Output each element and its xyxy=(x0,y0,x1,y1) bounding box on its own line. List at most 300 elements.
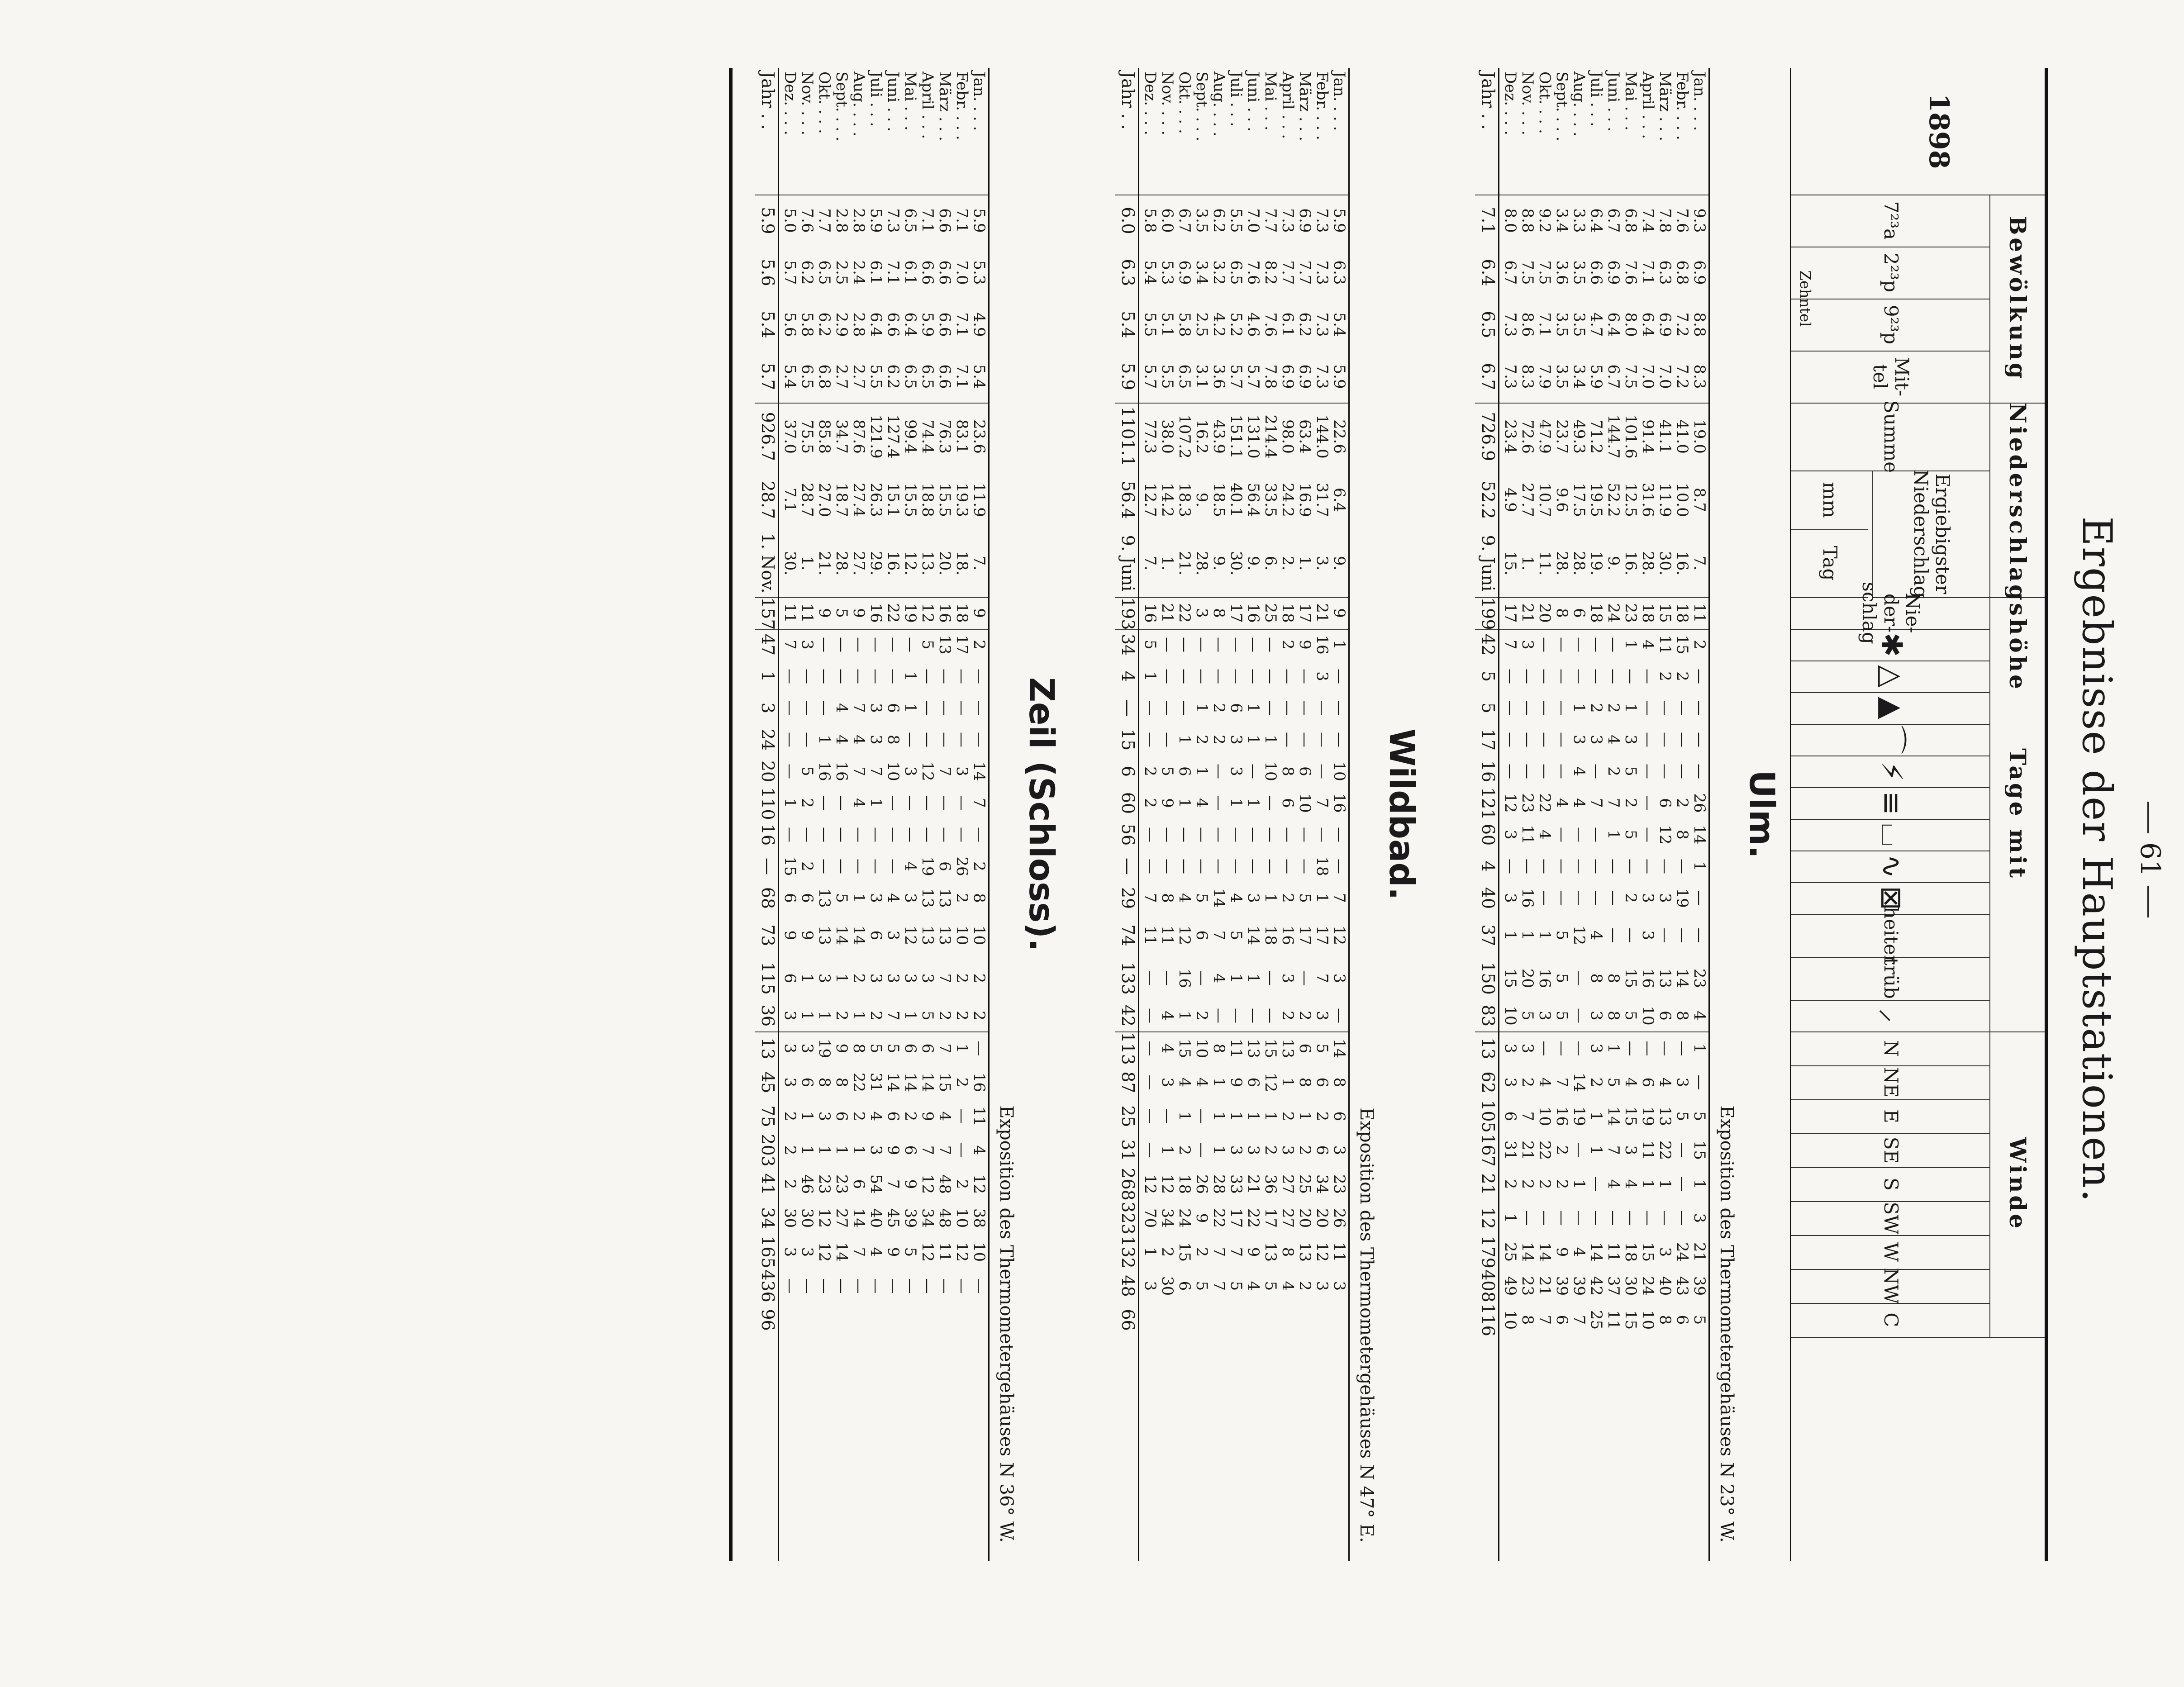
table-cell: 8 xyxy=(1210,1043,1228,1054)
table-cell: 40 xyxy=(1478,887,1498,909)
table-cell: — xyxy=(1261,827,1280,842)
table-cell: 5.9 xyxy=(918,312,937,337)
month-label: Dez. . . . xyxy=(1141,71,1159,135)
page-number xyxy=(2134,769,2166,950)
table-cell: 5.4 xyxy=(1330,312,1348,337)
table-cell: — xyxy=(1330,732,1348,747)
table-cell: 21 xyxy=(1518,1140,1537,1160)
table-cell: 23 xyxy=(1518,793,1537,813)
table-cell: — xyxy=(1570,1008,1588,1023)
table-cell: 2 xyxy=(953,1179,971,1189)
table-cell: 20 xyxy=(1536,603,1554,623)
table-cell: 17 xyxy=(1478,728,1498,751)
table-cell: — xyxy=(815,700,833,716)
table-cell: 6.3 xyxy=(1330,260,1348,285)
bew-col-3-text: Mit-tel xyxy=(1869,356,1913,397)
table-cell: 16. xyxy=(884,551,902,576)
table-cell: 157 xyxy=(758,597,778,630)
table-cell: 6. xyxy=(1261,556,1280,571)
month-label: Okt. . . . xyxy=(815,71,833,134)
table-cell: — xyxy=(1553,890,1571,906)
month-label: Juni . . . xyxy=(1604,71,1623,132)
table-cell: 91.4 xyxy=(1639,419,1657,454)
table-cell: 7 xyxy=(1587,798,1605,808)
table-cell: 12 xyxy=(1313,1242,1331,1262)
month-label: Febr. . . . xyxy=(1673,71,1691,140)
table-cell: — xyxy=(1587,669,1605,684)
table-cell: 17 xyxy=(1501,603,1519,623)
table-cell: 2 xyxy=(1261,1145,1280,1155)
table-cell: 2 xyxy=(1296,1281,1314,1291)
table-cell: 6 xyxy=(1279,798,1297,808)
month-label: Okt. . . . xyxy=(1175,71,1194,134)
table-cell: 6.5 xyxy=(901,208,919,233)
table-cell: 4 xyxy=(1604,735,1623,745)
table-cell: 23 xyxy=(1330,1174,1348,1194)
table-cell: 5.5 xyxy=(867,364,885,389)
table-cell: — xyxy=(850,1278,868,1294)
table-cell: — xyxy=(815,859,833,874)
table-cell: 2 xyxy=(850,973,868,984)
table-cell: 2 xyxy=(1279,640,1297,650)
table-cell: — xyxy=(1518,1210,1537,1226)
table-cell: 11.9 xyxy=(970,483,988,517)
table-cell: 11 xyxy=(1518,825,1537,845)
table-cell: 7.6 xyxy=(1244,260,1262,285)
month-label: Dez. . . . xyxy=(781,71,799,135)
table-cell: — xyxy=(1141,1142,1159,1158)
table-cell: — xyxy=(1501,669,1519,684)
table-cell: 15. xyxy=(1501,551,1519,576)
tage-col-11 xyxy=(1791,957,1990,1001)
table-cell: — xyxy=(918,795,937,811)
table-row xyxy=(919,68,937,1561)
table-cell: — xyxy=(1296,732,1314,747)
table-cell: 31.7 xyxy=(1313,483,1331,517)
tage-col-12-text: ⸝ xyxy=(1874,1008,1908,1023)
station-name: Ulm. xyxy=(1742,770,1782,859)
table-cell: 5 xyxy=(1690,1111,1708,1121)
table-cell: 203 xyxy=(758,1134,778,1167)
table-cell: 87 xyxy=(1118,1071,1138,1093)
table-cell: 6.5 xyxy=(1227,260,1245,285)
table-cell: 6 xyxy=(850,1179,868,1189)
table-cell: 6.7 xyxy=(1478,363,1498,390)
table-cell: 4 xyxy=(1587,930,1605,941)
table-cell: 3 xyxy=(901,766,919,776)
table-cell: 16. xyxy=(1622,551,1640,576)
table-cell: 3 xyxy=(1244,893,1262,903)
table-cell: 14 xyxy=(901,1072,919,1093)
table-cell: 1 xyxy=(1296,1111,1314,1121)
table-cell: 16 xyxy=(1279,925,1297,946)
month-label: März . . . xyxy=(936,71,954,142)
table-cell: — xyxy=(1141,1074,1159,1090)
table-cell: 16 xyxy=(1478,760,1498,783)
table-cell: 113 xyxy=(1118,1032,1138,1065)
table-cell: — xyxy=(1175,827,1194,842)
table-cell: 21. xyxy=(815,551,833,576)
table-cell: 6.2 xyxy=(798,260,816,285)
table-cell: — xyxy=(1639,669,1657,684)
table-cell: — xyxy=(833,669,851,684)
table-cell: — xyxy=(1587,1176,1605,1192)
table-cell: 3.5 xyxy=(1193,208,1211,233)
table-cell: 13 xyxy=(918,925,937,946)
table-cell: 6.9 xyxy=(1296,208,1314,233)
exposition-note: Exposition des Thermometergehäuses N 36° W. xyxy=(996,1105,1017,1543)
table-cell: 1 xyxy=(815,1011,833,1021)
table-cell: 9 xyxy=(833,1043,851,1054)
table-cell: 6.0 xyxy=(1118,207,1138,234)
table-cell: — xyxy=(1570,669,1588,684)
table-cell: 6 xyxy=(1656,1011,1674,1021)
table-cell: 6.4 xyxy=(1639,312,1657,337)
ergiebigster-text: Ergiebigster Niederschlag xyxy=(1910,469,1954,599)
table-cell: 10 xyxy=(970,1242,988,1262)
table-cell: 21 xyxy=(1518,603,1537,623)
table-cell: 5 xyxy=(1313,1043,1331,1054)
table-cell: — xyxy=(901,795,919,811)
table-cell: 9. Juni xyxy=(1118,535,1138,592)
table-cell: 9 xyxy=(1244,1247,1262,1257)
table-cell: 12 xyxy=(918,761,937,781)
table-cell: 6 xyxy=(1193,930,1211,941)
table-cell: 16 xyxy=(867,603,885,623)
table-cell: 15 xyxy=(936,1072,954,1093)
table-cell: — xyxy=(1690,1074,1708,1090)
table-cell: 5.9 xyxy=(867,208,885,233)
table-cell: 39 xyxy=(1690,1276,1708,1296)
table-cell: — xyxy=(1690,669,1708,684)
table-cell: 4 xyxy=(1570,798,1588,808)
table-cell: 4 xyxy=(884,893,902,903)
table-cell: 2 xyxy=(1604,703,1623,713)
wind-col-n xyxy=(1791,1031,1990,1066)
table-cell: 6.9 xyxy=(1604,260,1623,285)
table-cell: 4 xyxy=(1639,640,1657,650)
table-cell: 1 xyxy=(1244,1111,1262,1121)
table-cell: 20 xyxy=(758,760,778,783)
table-row xyxy=(1159,68,1176,1561)
table-cell: 2 xyxy=(1656,671,1674,681)
table-cell: 3 xyxy=(1501,893,1519,903)
table-cell: 10.7 xyxy=(1536,483,1554,517)
table-cell: — xyxy=(1570,970,1588,986)
table-cell: 7 xyxy=(1313,973,1331,984)
table-cell: 6.9 xyxy=(1656,312,1674,337)
table-cell: 10 xyxy=(1536,1106,1554,1126)
table-cell: — xyxy=(901,732,919,747)
table-cell: 19 xyxy=(1673,888,1691,908)
tage-col-10 xyxy=(1791,906,1990,965)
table-cell: 42 xyxy=(1587,1276,1605,1296)
table-cell: 2 xyxy=(970,640,988,650)
table-cell: 115 xyxy=(758,962,778,995)
table-row xyxy=(1640,68,1657,1561)
table-cell: 23 xyxy=(815,1174,833,1194)
wind-col-e xyxy=(1791,1099,1990,1134)
month-label: Juli . . . xyxy=(867,71,885,127)
table-cell: 14 xyxy=(1587,1242,1605,1262)
table-cell: 5.9 xyxy=(970,208,988,233)
table-cell: 5.7 xyxy=(1244,364,1262,389)
table-cell: 5.0 xyxy=(781,208,799,233)
table-cell: 9.3 xyxy=(1690,208,1708,233)
month-label: Jan. . . . xyxy=(1330,71,1348,131)
table-cell: — xyxy=(1210,1008,1228,1023)
table-cell: 9. xyxy=(1604,556,1623,571)
table-cell: 25 xyxy=(1261,603,1280,623)
table-cell: 7.1 xyxy=(1639,260,1657,285)
table-cell: 2 xyxy=(1518,1179,1537,1189)
table-cell: — xyxy=(833,827,851,842)
table-cell: — xyxy=(918,1278,937,1294)
table-cell: 6 xyxy=(798,893,816,903)
table-cell: 6 xyxy=(1227,703,1245,713)
tage-col-8 xyxy=(1791,851,1990,883)
table-cell: 5 xyxy=(1141,640,1159,650)
table-row xyxy=(1623,68,1640,1561)
table-cell: 24 xyxy=(1175,1208,1194,1228)
table-cell: 5.4 xyxy=(1141,260,1159,285)
table-cell: 6 xyxy=(781,973,799,984)
month-label: Jahr . . xyxy=(1478,71,1498,130)
table-cell: 2 xyxy=(850,1111,868,1121)
table-cell: — xyxy=(781,764,799,779)
table-cell: 2 xyxy=(1536,1179,1554,1189)
table-cell: 3 xyxy=(1313,1281,1331,1291)
table-cell: — xyxy=(1656,927,1674,943)
table-cell: 24.2 xyxy=(1279,483,1297,517)
table-cell: 2 xyxy=(1622,798,1640,808)
table-cell: 12 xyxy=(918,1242,937,1262)
table-cell: 5 xyxy=(884,1043,902,1054)
table-cell: — xyxy=(1673,1176,1691,1192)
table-cell: 25 xyxy=(1587,1310,1605,1330)
table-cell: 13 xyxy=(815,925,833,946)
table-cell: — xyxy=(1656,1041,1674,1056)
month-label: Nov. . . . xyxy=(1518,71,1537,136)
table-cell: 5.9 xyxy=(1330,208,1348,233)
table-cell: — xyxy=(1587,827,1605,842)
table-cell: 6 xyxy=(901,1145,919,1155)
table-cell: 3 xyxy=(918,973,937,984)
table-cell: — xyxy=(1553,732,1571,747)
table-cell: 27. xyxy=(850,551,868,576)
table-cell: 7 xyxy=(1553,1077,1571,1088)
table-cell: — xyxy=(1553,669,1571,684)
table-cell: — xyxy=(1570,1142,1588,1158)
table-cell: 14 xyxy=(918,1072,937,1093)
table-cell: — xyxy=(798,700,816,716)
bew-col-1 xyxy=(1791,247,1990,299)
table-cell: 40 xyxy=(867,1208,885,1228)
month-label: Jahr . . xyxy=(758,71,778,130)
table-row xyxy=(1554,68,1571,1561)
table-cell: 7.7 xyxy=(1261,208,1280,233)
table-cell: — xyxy=(1656,859,1674,874)
table-cell: 6.7 xyxy=(1175,208,1194,233)
table-cell: — xyxy=(918,700,937,716)
table-cell: — xyxy=(1210,827,1228,842)
table-cell: 14 xyxy=(833,1242,851,1262)
tage-col-8-text: ∿ xyxy=(1874,854,1908,879)
table-cell: — xyxy=(1141,1008,1159,1023)
table-cell: 5.9 xyxy=(1118,363,1138,390)
table-cell: — xyxy=(1570,1210,1588,1226)
table-cell: 8 xyxy=(970,893,988,903)
table-cell: 6.7 xyxy=(1604,208,1623,233)
table-cell: 16 xyxy=(1141,603,1159,623)
table-cell: 3 xyxy=(1622,735,1640,745)
table-cell: 2.7 xyxy=(833,364,851,389)
table-cell: — xyxy=(1536,732,1554,747)
table-cell: 3 xyxy=(1518,1043,1537,1054)
table-cell: 21 xyxy=(1536,1276,1554,1296)
table-cell: — xyxy=(1553,827,1571,842)
table-cell: 12 xyxy=(918,603,937,623)
table-cell: 3 xyxy=(1501,1043,1519,1054)
table-cell: 5.9 xyxy=(758,207,778,234)
table-cell: 8.6 xyxy=(1518,312,1537,337)
table-cell: 8 xyxy=(1518,1315,1537,1325)
table-cell: 22 xyxy=(1210,1208,1228,1228)
table-cell: 2 xyxy=(867,1011,885,1021)
table-cell: 8 xyxy=(1604,973,1623,984)
table-cell: — xyxy=(1141,732,1159,747)
tage-col-1 xyxy=(1791,629,1990,661)
tage-col-5 xyxy=(1791,756,1990,788)
table-cell: 132 xyxy=(1118,1236,1138,1269)
table-cell: 30 xyxy=(781,1208,799,1228)
table-cell: 5 xyxy=(1673,1111,1691,1121)
tage-col-4 xyxy=(1791,724,1990,756)
table-cell: 14 xyxy=(1604,1106,1623,1126)
table-cell: 3 xyxy=(1587,735,1605,745)
table-cell: 29. xyxy=(867,551,885,576)
table-cell: 8.0 xyxy=(1501,208,1519,233)
table-cell: 83.1 xyxy=(953,419,971,454)
table-cell: 3.5 xyxy=(1553,364,1571,389)
table-cell: 30 xyxy=(1622,1276,1640,1296)
table-cell: 8 xyxy=(833,1077,851,1088)
table-cell: — xyxy=(1279,859,1297,874)
table-cell: — xyxy=(1279,669,1297,684)
table-cell: 5 xyxy=(867,1043,885,1054)
table-cell: 1 xyxy=(1656,1179,1674,1189)
table-cell: 6 xyxy=(1656,798,1674,808)
table-cell: 11 xyxy=(1604,1310,1623,1330)
table-cell: 16 xyxy=(970,1072,988,1093)
table-cell: 4.9 xyxy=(970,312,988,337)
table-cell: — xyxy=(1118,699,1138,717)
table-cell: 7.5 xyxy=(1536,260,1554,285)
table-cell: 9. Juni xyxy=(1478,535,1498,592)
table-cell: 1 xyxy=(1227,1111,1245,1121)
table-cell: 6 xyxy=(1553,1315,1571,1325)
table-cell: 5 xyxy=(1604,1077,1623,1088)
wind-col-ne xyxy=(1791,1065,1990,1100)
table-cell: — xyxy=(1536,764,1554,779)
table-cell: — xyxy=(1158,700,1176,716)
table-cell: 15 xyxy=(1639,1242,1657,1262)
month-label: Juni . . . xyxy=(884,71,902,132)
table-cell: 10 xyxy=(953,925,971,946)
table-cell: 6 xyxy=(798,1077,816,1088)
table-cell: 2 xyxy=(1553,1179,1571,1189)
table-cell: 1 xyxy=(1570,703,1588,713)
tage-col-1-text: ✱ xyxy=(1874,632,1908,657)
table-cell: — xyxy=(1141,859,1159,874)
table-cell: 7 xyxy=(1570,1315,1588,1325)
table-cell: 30 xyxy=(1158,1276,1176,1296)
table-cell: 8 xyxy=(815,1077,833,1088)
table-cell: 323 xyxy=(1118,1202,1138,1235)
table-cell: 5.7 xyxy=(1141,364,1159,389)
table-cell: 199 xyxy=(1478,597,1498,630)
table-cell: 7 xyxy=(1518,1111,1537,1121)
table-cell: 9 xyxy=(884,1145,902,1155)
month-label: März . . . xyxy=(1296,71,1314,142)
table-cell: 3 xyxy=(884,930,902,941)
table-cell: 17.5 xyxy=(1570,483,1588,517)
table-cell: 5.2 xyxy=(1227,312,1245,337)
table-cell: 6 xyxy=(884,703,902,713)
table-cell: 6 xyxy=(833,1111,851,1121)
table-cell: 5.8 xyxy=(1141,208,1159,233)
table-cell: 15 xyxy=(1175,1242,1194,1262)
table-cell: 1101.1 xyxy=(1118,406,1138,467)
table-cell: 20 xyxy=(1313,1208,1331,1228)
table-cell: 101.6 xyxy=(1622,414,1640,459)
table-cell: — xyxy=(901,827,919,842)
results-table xyxy=(729,68,2048,1561)
table-cell: 6.2 xyxy=(815,312,833,337)
table-cell: 6.9 xyxy=(1690,260,1708,285)
table-cell: 1 xyxy=(1244,798,1262,808)
table-cell: — xyxy=(1158,669,1176,684)
month-label: Sept. . . . xyxy=(833,71,851,142)
table-cell: 7.6 xyxy=(1622,260,1640,285)
table-cell: 34 xyxy=(1313,1174,1331,1194)
table-cell: 4 xyxy=(1622,1077,1640,1088)
tage-col-3-text: ▲ xyxy=(1874,697,1908,719)
table-cell: 7 xyxy=(1141,893,1159,903)
table-cell: — xyxy=(970,669,988,684)
table-cell: 6.2 xyxy=(884,364,902,389)
table-cell: 48 xyxy=(936,1174,954,1194)
table-row xyxy=(1245,68,1262,1561)
table-cell: — xyxy=(918,669,937,684)
table-cell: 2 xyxy=(1622,893,1640,903)
table-cell: 3 xyxy=(1656,893,1674,903)
table-cell: 7.6 xyxy=(1673,208,1691,233)
table-cell: 5.4 xyxy=(1118,311,1138,338)
table-cell: 23 xyxy=(1690,968,1708,988)
table-cell: — xyxy=(1501,764,1519,779)
table-cell: — xyxy=(1330,700,1348,716)
tag-unit: Tag xyxy=(1791,529,1868,598)
table-cell: 30 xyxy=(798,1208,816,1228)
table-cell: 1 xyxy=(1536,930,1554,941)
table-cell: — xyxy=(1175,637,1194,652)
table-cell: 1 xyxy=(1518,930,1537,941)
tage-col-12 xyxy=(1791,1000,1990,1032)
table-cell: 27.7 xyxy=(1518,483,1537,517)
table-cell: 4.2 xyxy=(1210,312,1228,337)
table-cell: 24 xyxy=(1673,1242,1691,1262)
